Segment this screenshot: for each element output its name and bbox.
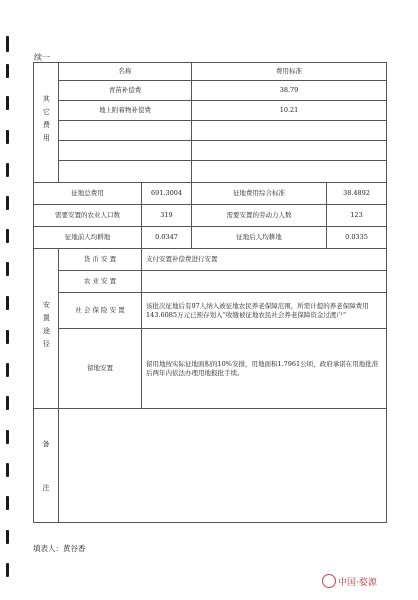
binder-mark [6,262,9,276]
seal-icon [322,574,336,588]
continuation-label: 续一 [34,53,50,62]
binder-mark [6,96,9,110]
binder-mark [6,463,9,477]
binder-mark [6,330,9,344]
resettlement-type-label: 留地安置 [59,329,142,409]
resettlement-type-label: 农 业 安 置 [59,271,142,293]
composite-standard-value: 38.4892 [327,183,387,205]
binder-mark [6,36,9,52]
binder-mark [6,363,9,377]
resettlement-section-label: 安置途径 [34,249,59,409]
farmland-after-value: 0.0335 [327,227,387,249]
binder-mark [6,229,9,243]
resettlement-content [142,271,387,293]
other-costs-section-label: 其它费用 [34,63,59,183]
remarks-label-bottom: 注 [42,483,50,492]
cost-name-cell: 青苗补偿费 [59,81,192,101]
resettlement-content: 支付安置补偿费进行安置 [142,249,387,271]
cost-value-cell [192,161,387,183]
resettlement-type-label: 社 会 保 险 安 置 [59,293,142,329]
cost-name-cell: 地上附着物补偿费 [59,101,192,121]
total-cost-value: 691.3004 [142,183,192,205]
labor-count-value: 123 [327,205,387,227]
binder-mark [6,430,9,444]
filler-label: 填表人：黄谷香 [33,544,86,553]
agri-population-label: 需要安置的农业人口数 [34,205,142,227]
cost-value-cell [192,141,387,161]
land-acquisition-form [33,62,387,523]
binder-mark [6,496,9,510]
watermark-text: 中国·婺源 [338,577,377,588]
cost-name-cell [59,141,192,161]
farmland-before-value: 0.0347 [142,227,192,249]
cost-value-cell [192,121,387,141]
resettlement-type-label: 货 币 安 置 [59,249,142,271]
remarks-label-top: 备 [42,439,50,448]
cost-value-cell: 10.21 [192,101,387,121]
cost-name-cell [59,121,192,141]
resettlement-content: 该批次征地后有97人纳入被征地农民养老保障范围，所需计提的养老保障费用143.6085万元已预存划入“收缴被征地农民社会养老保障资金过渡户” [142,293,387,329]
binder-mark [6,64,9,78]
watermark-logo [322,574,377,588]
binder-mark [6,163,9,177]
resettlement-content: 留用地按实际征地面积的10%安排，用地面积1.7961公顷，政府承诺在用地批准后两年内依法办理用地报批手续。 [142,329,387,409]
binder-mark [6,130,9,144]
cost-value-cell: 38.79 [192,81,387,101]
farmland-after-label: 征地后人均耕地 [192,227,327,249]
composite-standard-label: 征地费用综合标准 [192,183,327,205]
binder-mark [6,396,9,410]
total-cost-label: 征地总费用 [34,183,142,205]
remarks-label [34,409,59,523]
labor-count-label: 需要安置的劳动力人数 [192,205,327,227]
header-standard: 费用标准 [192,63,387,81]
binder-mark [6,296,9,310]
remarks-content [59,409,387,523]
header-name: 名称 [59,63,192,81]
farmland-before-label: 征地前人均耕地 [34,227,142,249]
agri-population-value: 319 [142,205,192,227]
binder-mark [6,563,9,577]
binder-mark [6,196,9,210]
binder-mark [6,530,9,544]
cost-name-cell [59,161,192,183]
